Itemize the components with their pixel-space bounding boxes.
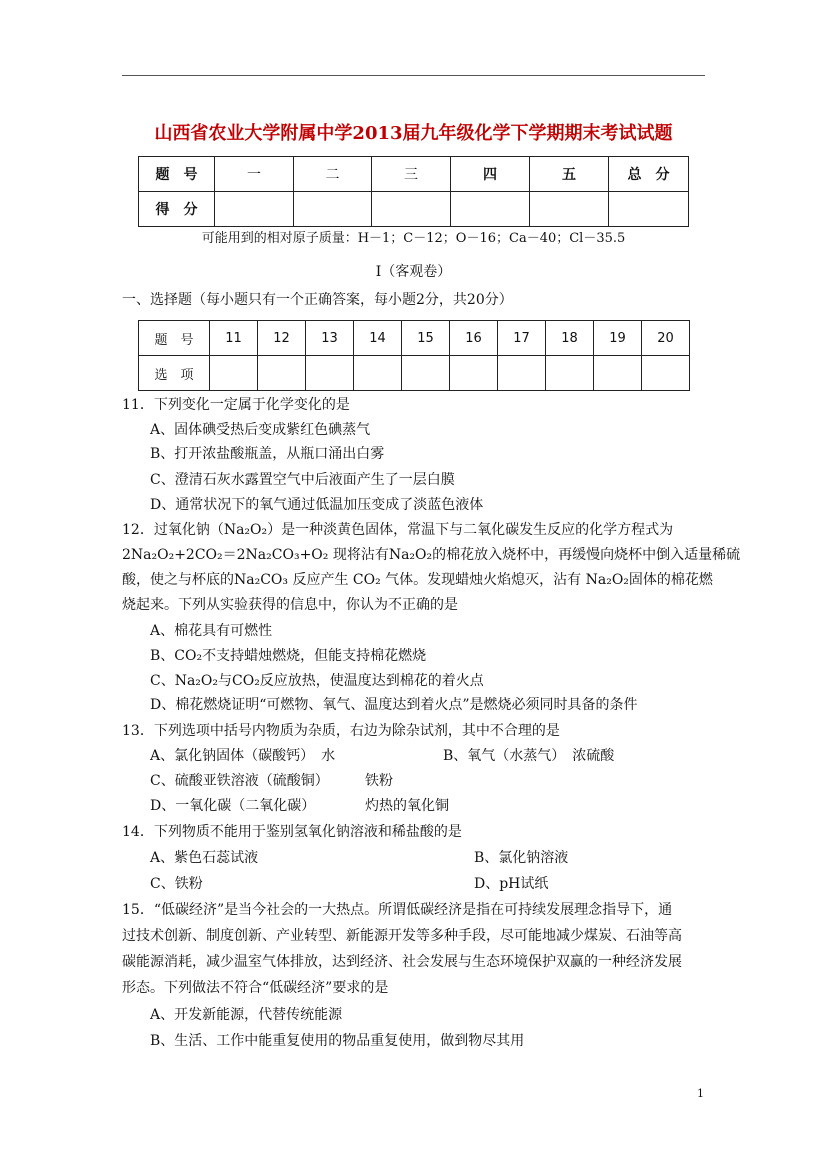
score-table [138,156,689,227]
exam-title: 山西省农业大学附属中学2013届九年级化学下学期期末考试试题 [154,123,673,144]
question-number-cell: 13 [306,321,354,356]
question-13-option-d-reagent: 灼热的氧化铜 [365,798,449,814]
atomic-masses: 可能用到的相对原子质量：H－1；C－12；O－16；Ca－40；Cl－35.5 [201,231,626,246]
answer-cell [546,356,594,391]
answer-cell [498,356,546,391]
answer-cell [210,356,258,391]
question-13-option-b: B、氧气（水蒸气） 浓硫酸 [443,748,615,764]
score-table-header-row [139,157,689,192]
question-number-cell: 11 [210,321,258,356]
score-cell [530,192,609,227]
question-11-option-c: C、澄清石灰水露置空气中后液面产生了一层白膜 [150,472,455,488]
question-11-option-d: D、通常状况下的氧气通过低温加压变成了淡蓝色液体 [150,497,484,513]
score-row-label: 得 分 [139,192,215,227]
answer-cell [450,356,498,391]
question-14-option-c: C、铁粉 [150,876,203,892]
question-number-cell: 18 [546,321,594,356]
question-12-stem-line: 2Na₂O₂+2CO₂＝2Na₂CO₃+O₂ 现将沾有Na₂O₂的棉花放入烧杯中，再缓慢向烧杯中倒入适量稀硫 [122,547,741,563]
answer-table [138,320,690,391]
question-15-stem-line: 形态。下列做法不符合“低碳经济”要求的是 [122,980,389,996]
score-header-cell: 题 号 [139,157,215,192]
question-13-option-d: D、一氧化碳（二氧化碳） [150,798,316,814]
question-13-stem: 13．下列选项中括号内物质为杂质，右边为除杂试剂，其中不合理的是 [122,723,560,739]
question-number-cell: 19 [594,321,642,356]
score-header-cell: 五 [530,157,609,192]
question-14-option-a: A、紫色石蕊试液 [150,850,259,866]
score-header-cell: 总 分 [609,157,689,192]
question-number-cell: 20 [642,321,690,356]
question-number-cell: 15 [402,321,450,356]
score-cell [294,192,372,227]
question-number-cell: 12 [258,321,306,356]
question-11-stem: 11．下列变化一定属于化学变化的是 [122,397,350,413]
question-14-stem: 14．下列物质不能用于鉴别氢氧化钠溶液和稀盐酸的是 [122,824,462,840]
question-number-cell: 17 [498,321,546,356]
answer-cell [642,356,690,391]
question-15-option-a: A、开发新能源，代替传统能源 [150,1007,343,1023]
answer-cell [402,356,450,391]
question-15-option-b: B、生活、工作中能重复使用的物品重复使用，做到物尽其用 [150,1033,525,1049]
part1-heading: 一、选择题（每小题只有一个正确答案，每小题2分，共20分） [122,292,513,308]
question-14-option-d: D、pH试纸 [474,876,549,892]
score-table-score-row [139,192,689,227]
answer-cell [306,356,354,391]
question-12-stem-line: 12．过氧化钠（Na₂O₂）是一种淡黄色固体，常温下与二氧化碳发生反应的化学方程式为 [122,522,674,538]
question-13-option-a: A、氯化钠固体（碳酸钙） 水 [150,748,336,764]
score-cell [215,192,294,227]
question-15-stem-line: 15．“低碳经济”是当今社会的一大热点。所谓低碳经济是指在可持续发展理念指导下，通 [122,902,673,918]
question-12-option-d: D、棉花燃烧证明“可燃物、氧气、温度达到着火点”是燃烧必须同时具备的条件 [150,697,638,713]
answer-table-header-row [139,321,690,356]
question-12-stem-line: 烧起来。下列从实验获得的信息中，你认为不正确的是 [122,597,458,613]
score-header-cell: 三 [372,157,451,192]
question-15-stem-line: 碳能源消耗，减少温室气体排放，达到经济、社会发展与生态环境保护双赢的一种经济发展 [122,954,682,970]
score-header-cell: 四 [451,157,530,192]
score-cell [372,192,451,227]
question-14-option-b: B、氯化钠溶液 [474,850,569,866]
answer-table-option-row [139,356,690,391]
answer-cell [354,356,402,391]
question-13-option-c: C、硫酸亚铁溶液（硫酸铜） [150,773,329,789]
answer-header-label: 题 号 [139,321,210,356]
answer-row-label: 选 项 [139,356,210,391]
question-12-stem-line: 酸，使之与杯底的Na₂CO₃ 反应产生 CO₂ 气体。发现蜡烛火焰熄灭，沾有 Na₂O₂固体的棉花燃 [122,572,713,588]
section-title: Ⅰ（客观卷） [375,264,452,280]
question-number-cell: 14 [354,321,402,356]
score-header-cell: 一 [215,157,294,192]
question-12-option-a: A、棉花具有可燃性 [150,623,273,639]
question-number-cell: 16 [450,321,498,356]
question-12-option-b: B、CO₂不支持蜡烛燃烧，但能支持棉花燃烧 [150,648,427,664]
question-11-option-a: A、固体碘受热后变成紫红色碘蒸气 [150,422,371,438]
score-cell [609,192,689,227]
score-cell [451,192,530,227]
question-15-stem-line: 过技术创新、制度创新、产业转型、新能源开发等多种手段，尽可能地减少煤炭、石油等高 [122,928,682,944]
question-13-option-c-reagent: 铁粉 [365,773,393,789]
page-number: 1 [697,1087,704,1100]
score-header-cell: 二 [294,157,372,192]
question-11-option-b: B、打开浓盐酸瓶盖，从瓶口涌出白雾 [150,446,385,462]
answer-cell [258,356,306,391]
header-rule [122,75,705,76]
answer-cell [594,356,642,391]
question-12-option-c: C、Na₂O₂与CO₂反应放热，使温度达到棉花的着火点 [150,673,484,689]
